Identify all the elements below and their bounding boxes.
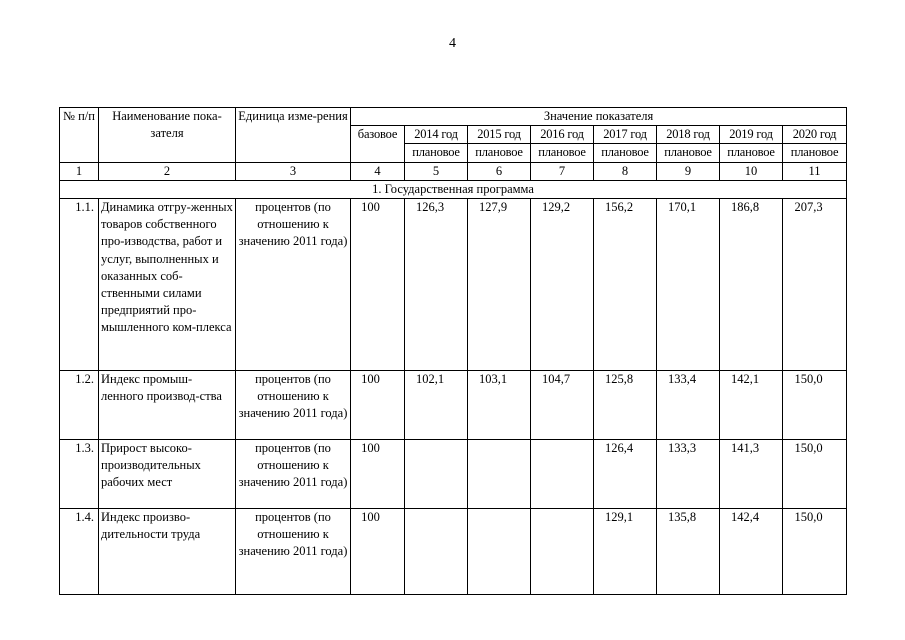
value-cell: 126,3 (405, 199, 468, 371)
header-col-num: № п/п (60, 108, 99, 163)
value-cell (468, 509, 531, 595)
value-cell: 142,1 (720, 371, 783, 440)
column-numbers-row (60, 162, 847, 180)
value-cell: 129,1 (594, 509, 657, 595)
header-row (60, 108, 847, 126)
value-cell: 207,3 (783, 199, 847, 371)
table-row (60, 440, 847, 509)
value-cell: 102,1 (405, 371, 468, 440)
indicator-unit: процентов (по отношению к значению 2011 года) (236, 371, 351, 440)
header-year-2016: 2016 год (531, 126, 594, 144)
indicator-name: Прирост высоко-производительных рабочих мест (99, 440, 236, 509)
section-title: 1. Государственная программа (60, 180, 847, 198)
header-year-2018: 2018 год (657, 126, 720, 144)
column-number: 6 (468, 162, 531, 180)
value-cell: 141,3 (720, 440, 783, 509)
indicator-unit: процентов (по отношению к значению 2011 года) (236, 440, 351, 509)
header-plan-label: плановое (594, 144, 657, 162)
value-cell: 156,2 (594, 199, 657, 371)
indicator-name: Индекс промыш-ленного производ-ства (99, 371, 236, 440)
value-cell: 100 (351, 440, 405, 509)
value-cell: 100 (351, 199, 405, 371)
value-cell (405, 440, 468, 509)
column-number: 4 (351, 162, 405, 180)
value-cell (531, 509, 594, 595)
value-cell: 150,0 (783, 509, 847, 595)
header-year-2017: 2017 год (594, 126, 657, 144)
table-row (60, 199, 847, 371)
value-cell: 129,2 (531, 199, 594, 371)
table-row (60, 509, 847, 595)
value-cell: 150,0 (783, 440, 847, 509)
value-cell: 133,3 (657, 440, 720, 509)
header-year-2015: 2015 год (468, 126, 531, 144)
column-number: 7 (531, 162, 594, 180)
header-value-group: Значение показателя (351, 108, 847, 126)
header-plan-label: плановое (405, 144, 468, 162)
header-plan-label: плановое (531, 144, 594, 162)
value-cell: 150,0 (783, 371, 847, 440)
column-number: 10 (720, 162, 783, 180)
value-cell: 135,8 (657, 509, 720, 595)
value-cell: 100 (351, 509, 405, 595)
page-number: 4 (449, 36, 456, 51)
column-number: 8 (594, 162, 657, 180)
header-plan-label: плановое (468, 144, 531, 162)
header-plan-label: плановое (657, 144, 720, 162)
header-col-unit: Единица изме-рения (236, 108, 351, 163)
indicator-name: Индекс произво-дительности труда (99, 509, 236, 595)
value-cell (405, 509, 468, 595)
value-cell: 100 (351, 371, 405, 440)
indicator-unit: процентов (по отношению к значению 2011 года) (236, 509, 351, 595)
value-cell: 186,8 (720, 199, 783, 371)
header-year-2019: 2019 год (720, 126, 783, 144)
column-number: 2 (99, 162, 236, 180)
indicators-table (59, 107, 847, 595)
header-year-2020: 2020 год (783, 126, 847, 144)
column-number: 1 (60, 162, 99, 180)
row-number: 1.3. (60, 440, 99, 509)
value-cell (468, 440, 531, 509)
indicator-unit: процентов (по отношению к значению 2011 года) (236, 199, 351, 371)
header-year-base: базовое (351, 126, 405, 162)
column-number: 3 (236, 162, 351, 180)
value-cell (531, 440, 594, 509)
section-row (60, 180, 847, 198)
value-cell: 126,4 (594, 440, 657, 509)
row-number: 1.4. (60, 509, 99, 595)
value-cell: 103,1 (468, 371, 531, 440)
header-plan-label: плановое (783, 144, 847, 162)
row-number: 1.1. (60, 199, 99, 371)
value-cell: 127,9 (468, 199, 531, 371)
value-cell: 125,8 (594, 371, 657, 440)
header-year-2014: 2014 год (405, 126, 468, 144)
value-cell: 142,4 (720, 509, 783, 595)
row-number: 1.2. (60, 371, 99, 440)
table-row (60, 371, 847, 440)
column-number: 5 (405, 162, 468, 180)
indicator-name: Динамика отгру-женных товаров собственного про-изводства, работ и услуг, выполненных и оказанных соб-ственными силами предприятий про-мышленного ком-плекса (99, 199, 236, 371)
value-cell: 104,7 (531, 371, 594, 440)
header-plan-label: плановое (720, 144, 783, 162)
value-cell: 133,4 (657, 371, 720, 440)
column-number: 9 (657, 162, 720, 180)
header-col-name: Наименование пока-зателя (99, 108, 236, 163)
value-cell: 170,1 (657, 199, 720, 371)
column-number: 11 (783, 162, 847, 180)
